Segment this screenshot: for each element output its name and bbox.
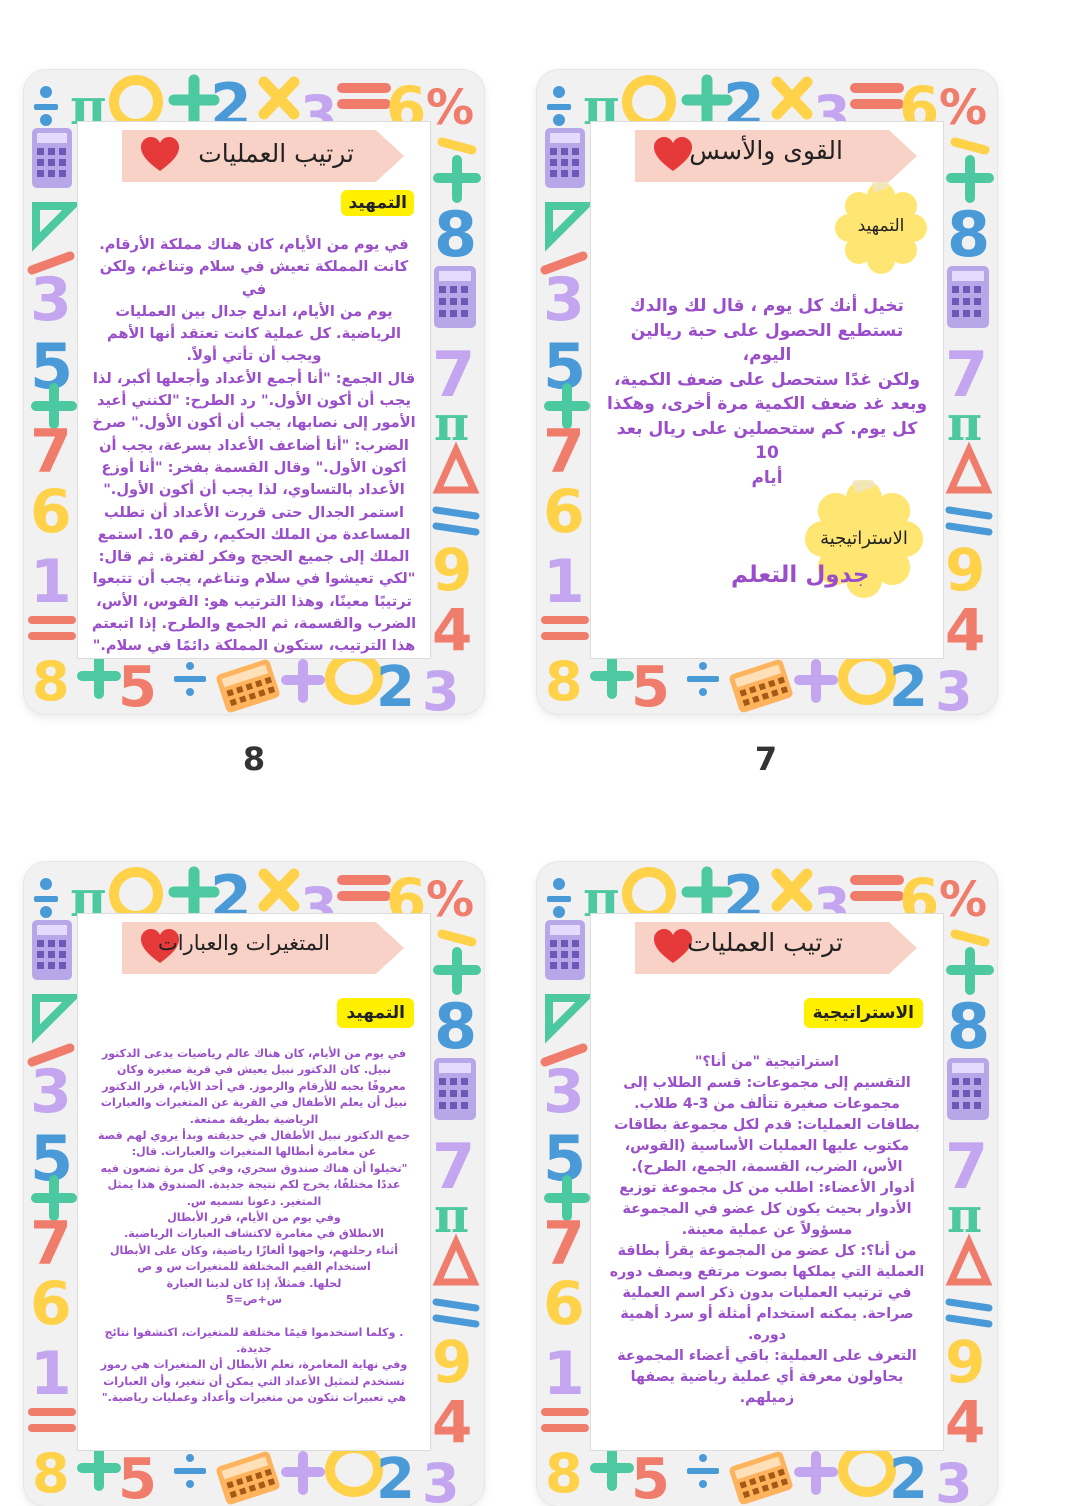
card-panel	[78, 914, 430, 1450]
story-card[interactable]	[537, 70, 997, 714]
card-panel	[78, 122, 430, 658]
story-card[interactable]	[24, 862, 484, 1506]
intro-tag: التمهيد	[341, 190, 414, 216]
heart-icon	[140, 137, 180, 173]
footer-text: جدول التعلم	[731, 562, 870, 588]
story-text: تخيل أنك كل يوم ، قال لك والدك تستطيع الحصول على حبة ريالين اليوم، ولكن غدًا ستحصل على ضعف الكمية، وبعد غد ضعف الكمية مرة أخرى، وهكذا كل يوم. كم ستحصلين على ريال بعد 10 أيام	[606, 296, 928, 488]
card-panel	[591, 914, 943, 1450]
page-number: 8	[242, 740, 266, 778]
card-title: ترتيب العمليات	[687, 928, 843, 957]
intro-badge: التمهيد	[835, 182, 927, 274]
card-panel	[591, 122, 943, 658]
intro-tag: التمهيد	[337, 998, 414, 1028]
story-card[interactable]	[537, 862, 997, 1506]
page-number: 7	[754, 740, 778, 778]
story-card[interactable]	[24, 70, 484, 714]
story-text: في يوم من الأيام، كان هناك مملكة الأرقام. كانت المملكة تعيش في سلام وتناغم، ولكن في يوم من الأيام، اندلع جدال بين العمليات الرياضية. كل عملية كانت تعتقد أنها الأهم ويجب أن تأتي أولاً. قال الجمع: "أنا أجمع الأعداد وأجعلها أكبر، لذا يجب أن أكون الأول." رد الطرح: "لكنني أعيد الأمور إلى نصابها، يجب أن أكون الأول." صرخ الضرب: "أنا أضاعف الأعداد بسرعة، يجب أن أكون الأول." وقال القسمة بفخر: "أنا أوزع الأعداد بالتساوي، لذا يجب أن أكون الأول." استمر الجدال حتى قررت الأعداد أن تطلب المساعدة من الملك الحكيم، رقم 10. استمع الملك إلى جميع الحجج وفكر لفترة. ثم قال: "لكي تعيشوا في سلام وتناغم، يجب أن تتبعوا ترتيبًا معينًا، وهذا الترتيب هو: القوس، الأس، الضرب والقسمة، ثم الجمع والطرح. إذا اتبعتم هذا الترتيب، ستكون المملكة دائمًا في سلام."	[91, 236, 417, 655]
heart-icon	[653, 137, 693, 173]
strategy-tag: الاستراتيجية	[804, 998, 923, 1028]
card-title: المتغيرات والعبارات	[157, 931, 330, 955]
strategy-text: استراتيجية "من أنا؟" التقسيم إلى مجموعات: قسم الطلاب إلى مجموعات صغيرة تتألف من 3-4 طلاب. بطاقات العمليات: قدم لكل مجموعة بطاقات مكتوب عليها العمليات الأساسية (القوس، الأس، الضرب، القسمة، الجمع، الطرح). أدوار الأعضاء: اطلب من كل مجموعة توزيع الأدوار بحيث يكون كل عضو في المجموعة مسؤولاً عن عملية معينة. من أنا؟: كل عضو من المجموعة يقرأ بطاقة العملية التي يملكها بصوت مرتفع ويصف دوره في ترتيب العمليات بدون ذكر اسم العملية صراحة. يمكنه استخدام أمثلة أو سرد أهمية دوره. التعرف على العملية: باقي أعضاء المجموعة يحاولون معرفة أي عملية رياضية يصفها زميلهم.	[609, 1054, 925, 1406]
card-title: القوى والأسس	[689, 136, 843, 165]
story-text: في يوم من الأيام، كان هناك عالم رياضيات يدعى الدكتور نبيل. كان الدكتور نبيل يعيش في قرية صغيرة وكان معروفًا بحبه للأرقام والرموز. في أحد الأيام، قرر الدكتور نبيل أن يعلم الأطفال في القرية عن المتغيرات والعبارات الرياضية بطريقة ممتعة. جمع الدكتور نبيل الأطفال في حديقته وبدأ يروي لهم قصة عن مغامرة أبطالها المتغيرات والعبارات. قال: "تخيلوا أن هناك صندوق سحري، وفي كل مرة تضعون فيه عددًا مختلفًا، يخرج لكم نتيجة جديدة. الصندوق هذا يمثل المتغير. دعونا نسميه س. وفي يوم من الأيام، قرر الأبطال الانطلاق في مغامرة لاكتشاف العبارات الرياضية. أثناء رحلتهم، واجهوا ألغازًا رياضية، وكان على الأبطال استخدام القيم المختلفة للمتغيرات س و ص لحلها. فمثلاً، إذا كان لدينا العبارة س+ص=5 . وكلما استخدموا قيمًا مختلفة للمتغيرات، اكتشفوا نتائج جديدة. وفي نهاية المغامرة، تعلم الأبطال أن المتغيرات هي رموز تستخدم لتمثيل الأعداد التي يمكن أن تتغير، وأن العبارات هي تعبيرات تتكون من متغيرات وأعداد وعمليات رياضية."	[97, 1047, 411, 1405]
card-title: ترتيب العمليات	[198, 139, 354, 168]
strategy-badge: الاستراتيجية	[805, 480, 923, 598]
